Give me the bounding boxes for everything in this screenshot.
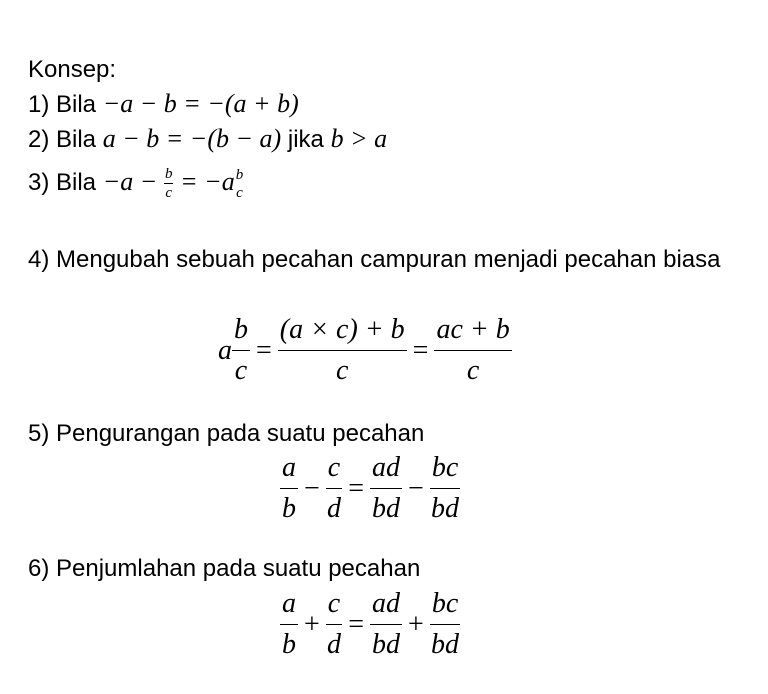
s4-frac-2 [278, 312, 407, 389]
s4-frac-2-den: c [336, 355, 349, 386]
section-6-equation [280, 586, 460, 663]
concept-2 [28, 125, 387, 154]
section-4-equation [218, 312, 512, 389]
s6-frac-1-den: b [282, 629, 296, 660]
s5-frac-2 [326, 450, 342, 527]
section-5-text: 5) Pengurangan pada suatu pecahan [28, 420, 425, 447]
s6-frac-4-den: bd [431, 629, 460, 660]
s5-minus-1: − [304, 472, 320, 504]
s4-frac-3 [434, 312, 511, 389]
concept-3-frac-den: c [165, 185, 173, 202]
concept-3-label: 3) Bila [28, 169, 97, 196]
concept-3-frac2-num: b [235, 166, 244, 183]
s6-frac-2-num: c [326, 586, 342, 625]
s5-eq: = [348, 472, 365, 504]
s5-frac-4-num: bc [430, 450, 460, 489]
section-6-text: 6) Penjumlahan pada suatu pecahan [28, 555, 421, 582]
s4-frac-2-num: (a × c) + b [278, 312, 407, 351]
s6-frac-2-den: d [327, 629, 342, 660]
s4-whole: a [218, 334, 232, 366]
s4-frac-1 [232, 312, 250, 389]
s4-frac-1-den: c [234, 355, 248, 386]
s6-frac-1-num: a [280, 586, 298, 625]
concept-3-frac2-den: c [236, 184, 243, 201]
s5-frac-4-den: bd [431, 493, 460, 524]
s6-frac-3 [370, 586, 402, 663]
s6-frac-3-den: bd [372, 629, 401, 660]
s6-frac-1 [280, 586, 298, 663]
s6-frac-4-num: bc [430, 586, 460, 625]
s5-frac-1 [280, 450, 298, 527]
concept-1-math: −a − b = −(a + b) [102, 89, 299, 118]
s4-eq-2: = [412, 334, 429, 366]
s4-frac-3-den: c [466, 355, 480, 386]
s4-eq-1: = [256, 334, 272, 366]
s5-frac-2-den: d [327, 493, 342, 524]
concept-1 [28, 90, 299, 119]
s5-frac-1-den: b [282, 493, 296, 524]
concept-2-suffix: jika [287, 126, 324, 153]
concept-2-label: 2) Bila [28, 126, 97, 153]
s6-plus-2: + [408, 608, 424, 640]
concept-3-math-mid: = −a [180, 167, 235, 196]
s6-frac-2 [326, 586, 342, 663]
concept-3 [28, 162, 244, 203]
s6-frac-3-num: ad [370, 586, 402, 625]
heading: Konsep: [28, 56, 117, 83]
s6-frac-4 [430, 586, 460, 663]
concept-3-frac-num: b [164, 166, 173, 183]
s4-frac-3-num: ac + b [434, 312, 511, 351]
section-5-equation [280, 450, 460, 527]
s5-frac-3 [370, 450, 402, 527]
section-4-text: 4) Mengubah sebuah pecahan campuran menjadi pecahan biasa [28, 246, 721, 273]
s5-frac-2-num: c [326, 450, 342, 489]
concept-2-math: a − b = −(b − a) [102, 124, 282, 153]
s6-plus-1: + [304, 608, 320, 640]
concept-3-fraction [164, 165, 174, 202]
concept-1-label: 1) Bila [28, 91, 97, 118]
s5-minus-2: − [408, 472, 424, 504]
concept-2-condition: b > a [330, 124, 388, 153]
s5-frac-3-den: bd [372, 493, 401, 524]
s5-frac-1-num: a [280, 450, 298, 489]
concept-3-fraction-2 [235, 166, 245, 202]
s6-eq: = [348, 608, 365, 640]
s4-frac-1-num: b [232, 312, 250, 351]
s5-frac-3-num: ad [370, 450, 402, 489]
s5-frac-4 [430, 450, 460, 527]
concept-3-math-left: −a − [102, 167, 158, 196]
